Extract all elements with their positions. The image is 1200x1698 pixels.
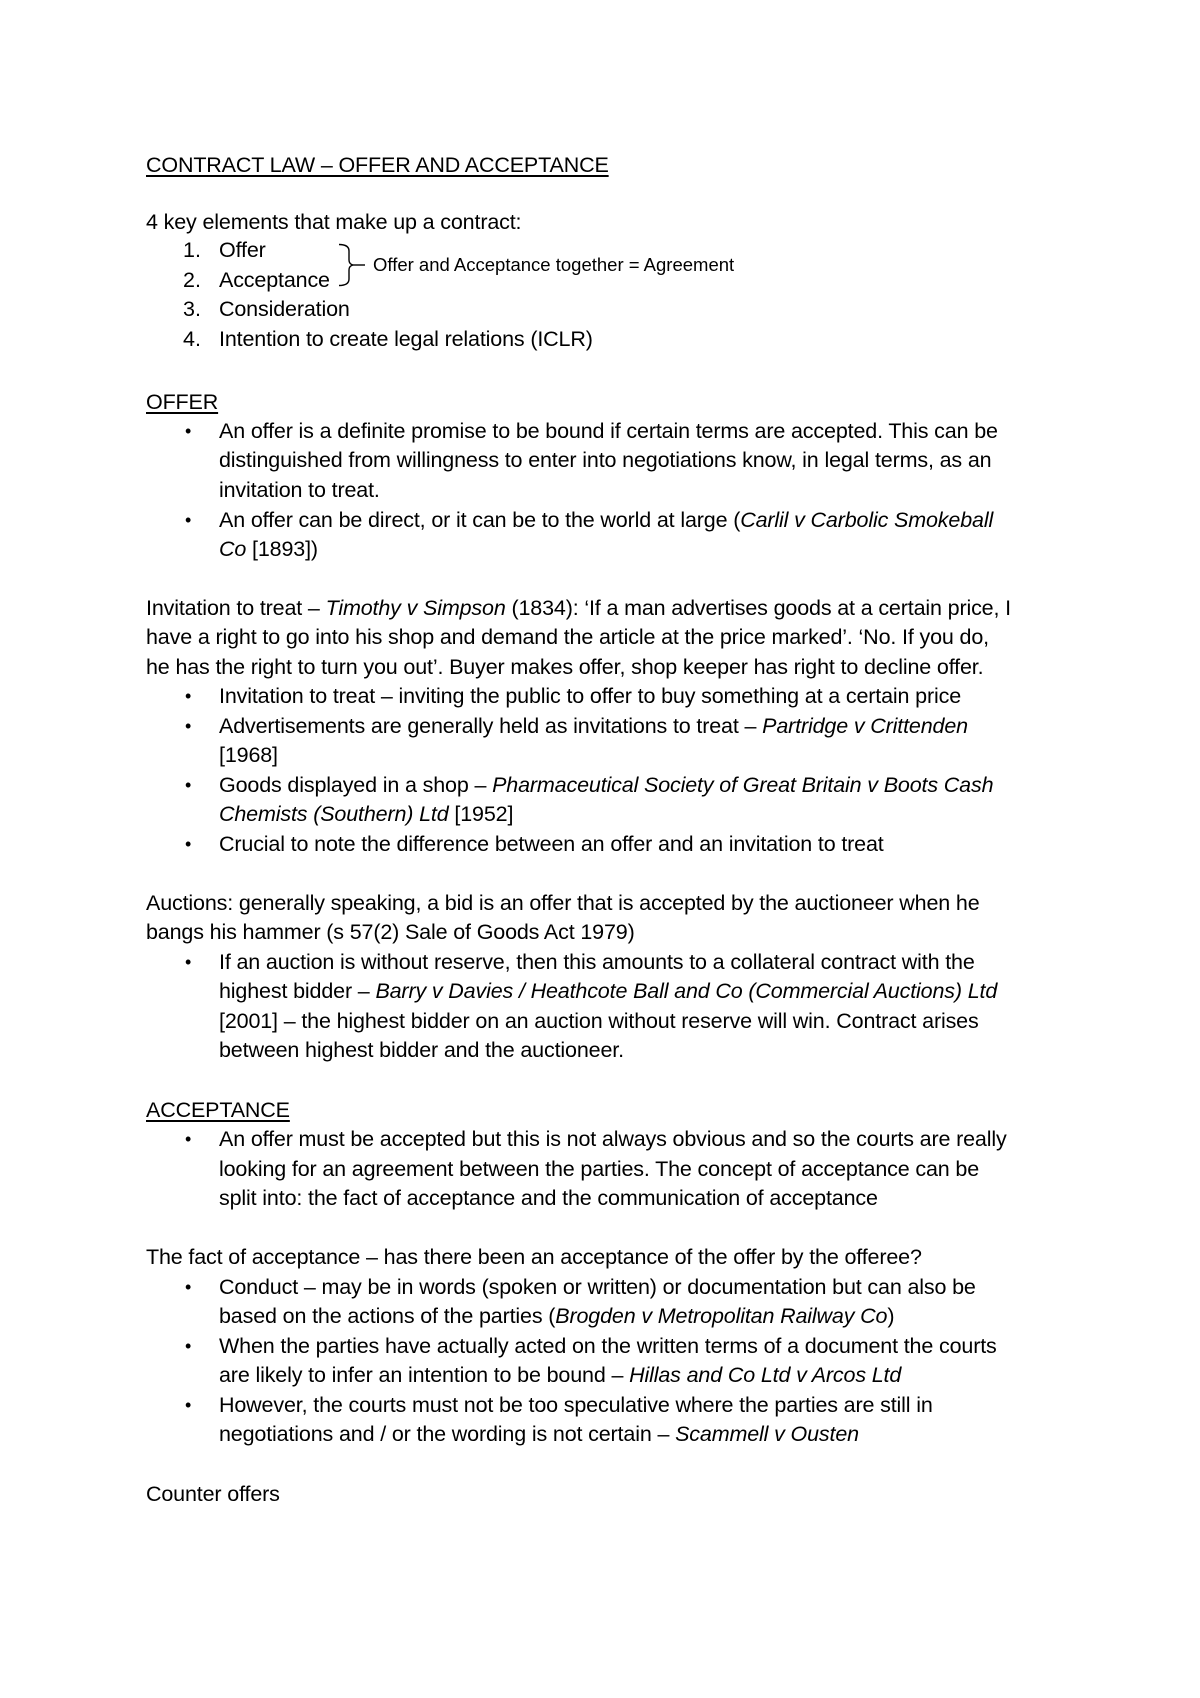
- offer-bullet-text: An offer can be direct, or it can be to the world at large (Carlil v Carbolic Smokeball: [219, 508, 994, 532]
- fact-paragraph: The fact of acceptance – has there been an acceptance of the offer by the offeree?: [146, 1245, 922, 1269]
- list-number: 3.: [183, 297, 201, 321]
- case-name: Scammell v Ousten: [675, 1422, 859, 1446]
- case-name: Brogden v Metropolitan Railway Co: [555, 1304, 888, 1328]
- bullet-icon: •: [185, 1277, 192, 1297]
- bullet-icon: •: [185, 686, 192, 706]
- case-name: Hillas and Co Ltd v Arcos Ltd: [629, 1363, 902, 1387]
- acceptance-bullet-text: An offer must be accepted but this is not always obvious and so the courts are really: [219, 1127, 1007, 1151]
- fact-bullet-text: Conduct – may be in words (spoken or written) or documentation but can also be: [219, 1275, 976, 1299]
- element-iclr: Intention to create legal relations (ICLR): [219, 327, 593, 351]
- auctions-bullet-text: [2001] – the highest bidder on an auction without reserve will win. Contract arises: [219, 1009, 979, 1033]
- bullet-icon: •: [185, 716, 192, 736]
- acceptance-bullet-text: split into: the fact of acceptance and the communication of acceptance: [219, 1186, 878, 1210]
- fact-bullet-text: negotiations and / or the wording is not certain – Scammell v Ousten: [219, 1422, 859, 1446]
- case-name: Carlil v Carbolic Smokeball: [740, 508, 994, 532]
- offer-bullet-text: invitation to treat.: [219, 478, 380, 502]
- itt-bullet-text: Invitation to treat – inviting the public to offer to buy something at a certain price: [219, 684, 962, 708]
- offer-bullet-text: distinguished from willingness to enter into negotiations know, in legal terms, as an: [219, 448, 992, 472]
- page-title: CONTRACT LAW – OFFER AND ACCEPTANCE: [146, 153, 609, 177]
- acceptance-bullet-text: looking for an agreement between the parties. The concept of acceptance can be: [219, 1157, 980, 1181]
- list-number: 2.: [183, 268, 201, 292]
- bullet-icon: •: [185, 1129, 192, 1149]
- itt-paragraph: have a right to go into his shop and demand the article at the price marked’. ‘No. If you do,: [146, 625, 989, 649]
- auctions-bullet-text: highest bidder – Barry v Davies / Heathcote Ball and Co (Commercial Auctions) Ltd: [219, 979, 998, 1003]
- list-number: 1.: [183, 238, 201, 262]
- fact-bullet-text: based on the actions of the parties (Brogden v Metropolitan Railway Co): [219, 1304, 895, 1328]
- fact-bullet-text: are likely to infer an intention to be bound – Hillas and Co Ltd v Arcos Ltd: [219, 1363, 902, 1387]
- itt-paragraph: he has the right to turn you out’. Buyer makes offer, shop keeper has right to decline offer.: [146, 655, 984, 679]
- case-name: Co: [219, 537, 247, 561]
- bullet-icon: •: [185, 1336, 192, 1356]
- bullet-icon: •: [185, 1395, 192, 1415]
- offer-bullet-text: An offer is a definite promise to be bound if certain terms are accepted. This can be: [219, 419, 998, 443]
- bracket-note: Offer and Acceptance together = Agreement: [373, 254, 735, 275]
- itt-bullet-text: Goods displayed in a shop – Pharmaceutical Society of Great Britain v Boots Cash: [219, 773, 994, 797]
- bullet-icon: •: [185, 834, 192, 854]
- counter-offers-heading: Counter offers: [146, 1482, 280, 1506]
- case-name: Chemists (Southern) Ltd: [219, 802, 449, 826]
- case-name: Partridge v Crittenden: [762, 714, 968, 738]
- auctions-bullet-text: between highest bidder and the auctioneer.: [219, 1038, 624, 1062]
- case-name: Pharmaceutical Society of Great Britain v Boots Cash: [492, 773, 994, 797]
- case-name: Barry v Davies / Heathcote Ball and Co (Commercial Auctions) Ltd: [375, 979, 998, 1003]
- bullet-icon: •: [185, 421, 192, 441]
- curly-bracket-icon: [337, 243, 367, 287]
- auctions-bullet-text: If an auction is without reserve, then this amounts to a collateral contract with the: [219, 950, 975, 974]
- itt-bullet-text: Chemists (Southern) Ltd [1952]: [219, 802, 514, 826]
- bullet-icon: •: [185, 952, 192, 972]
- intro-text: 4 key elements that make up a contract:: [146, 210, 522, 234]
- acceptance-heading: ACCEPTANCE: [146, 1098, 290, 1122]
- itt-paragraph: Invitation to treat – Timothy v Simpson (1834): ‘If a man advertises goods at a certain price, I: [146, 596, 1011, 620]
- case-name: Timothy v Simpson: [325, 596, 506, 620]
- auctions-paragraph: bangs his hammer (s 57(2) Sale of Goods Act 1979): [146, 920, 635, 944]
- offer-heading: OFFER: [146, 390, 219, 414]
- fact-bullet-text: When the parties have actually acted on the written terms of a document the courts: [219, 1334, 997, 1358]
- bullet-icon: •: [185, 775, 192, 795]
- element-offer: Offer: [219, 238, 266, 262]
- list-number: 4.: [183, 327, 201, 351]
- element-consideration: Consideration: [219, 297, 350, 321]
- element-acceptance: Acceptance: [219, 268, 330, 292]
- itt-bullet-text: [1968]: [219, 743, 278, 767]
- offer-bullet-text: Co [1893]): [219, 537, 318, 561]
- fact-bullet-text: However, the courts must not be too speculative where the parties are still in: [219, 1393, 933, 1417]
- auctions-paragraph: Auctions: generally speaking, a bid is an offer that is accepted by the auctioneer when he: [146, 891, 980, 915]
- itt-bullet-text: Advertisements are generally held as invitations to treat – Partridge v Crittenden: [219, 714, 968, 738]
- bullet-icon: •: [185, 510, 192, 530]
- itt-bullet-text: Crucial to note the difference between an offer and an invitation to treat: [219, 832, 884, 856]
